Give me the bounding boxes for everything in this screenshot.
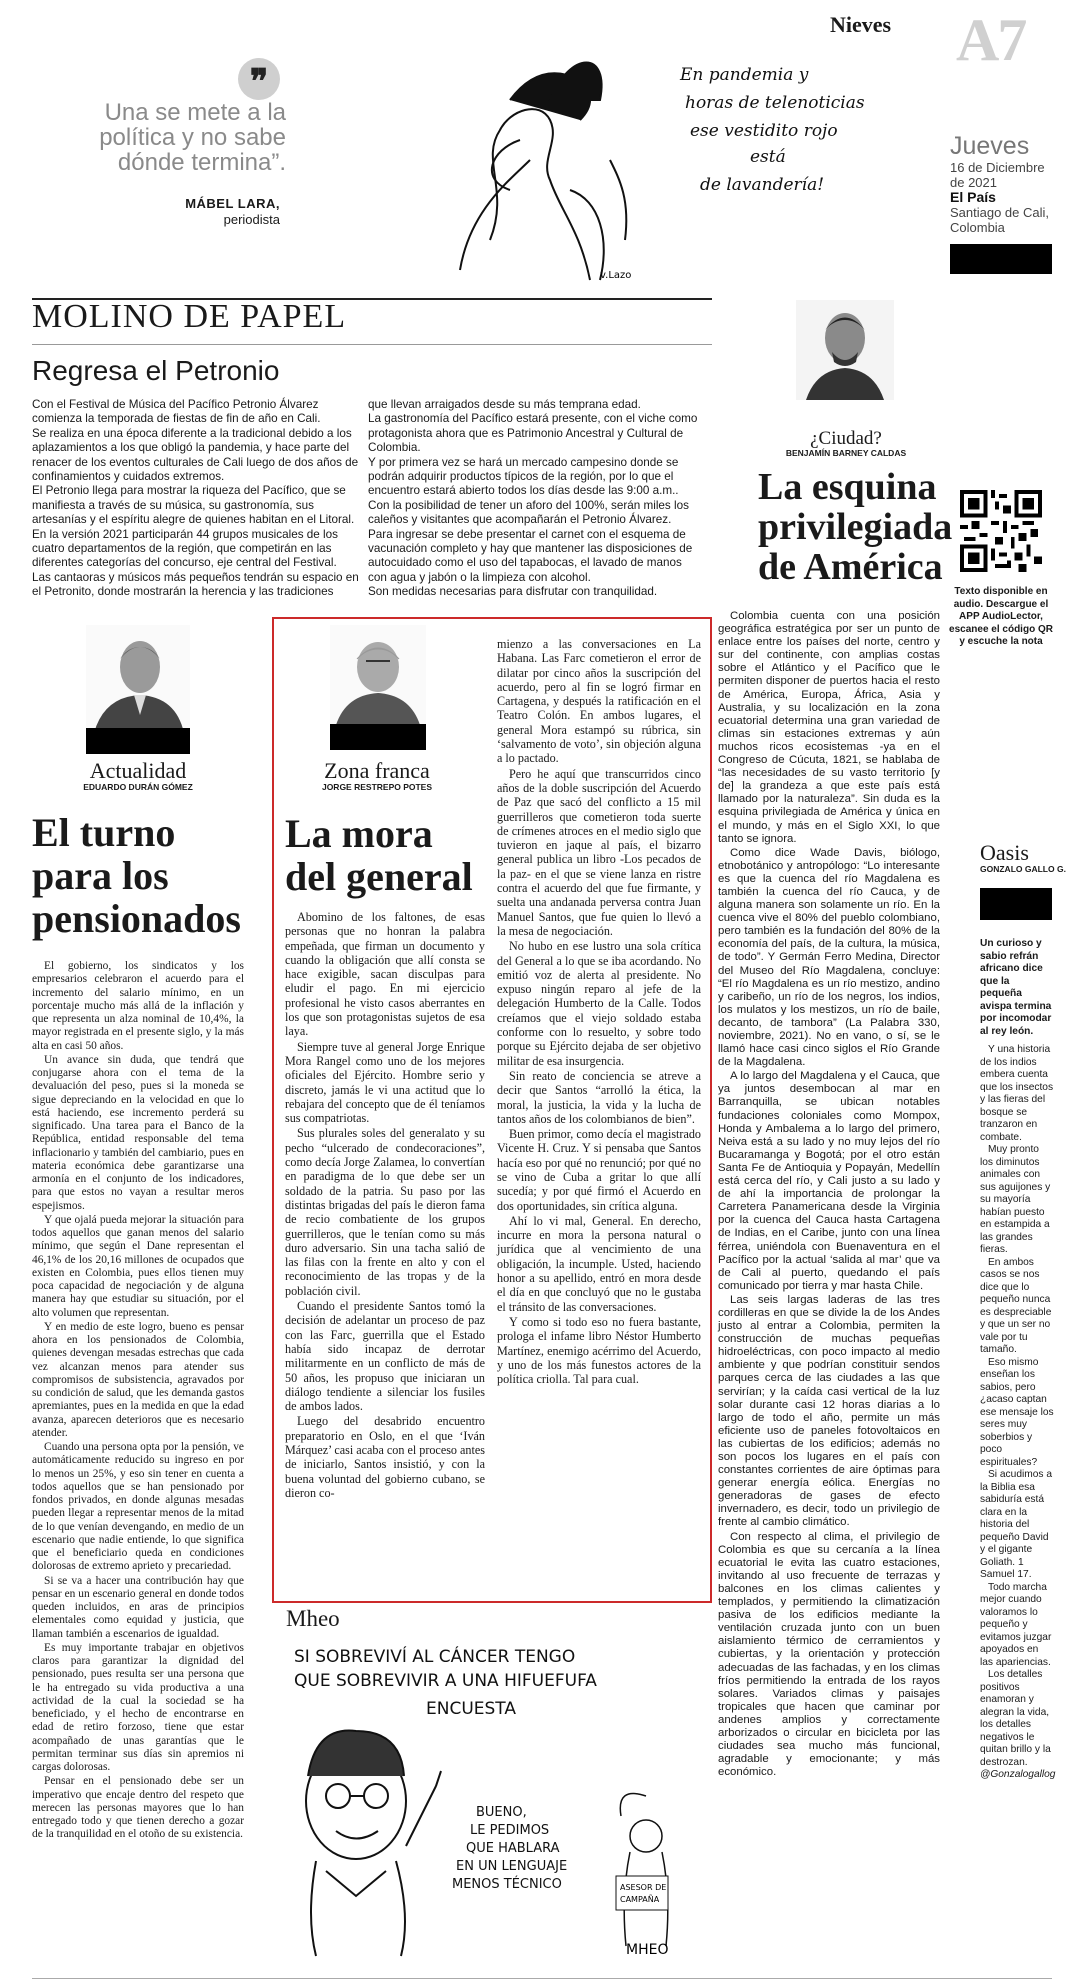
date-block	[950, 160, 1049, 235]
cartoon-caption	[679, 65, 865, 195]
paragraph: Y en medio de este logro, bueno es pensar ahora en los pensionados de Colombia, quienes devengan mesadas estrechas que cada vez alcanzan menos para atender sus compromisos de subsistencia, agravados por su condición de salud, que les demanda gastos apremiantes, pues en la medida en que la edad avanza, aparecen deterioros que es necesario atender.	[32, 1320, 244, 1439]
author-photo-placeholder	[980, 888, 1052, 920]
paragraph: Si acudimos a la Biblia esa sabiduría está clara en la historia del pequeño David y el gigante Goliath. 1 Samuel 17.	[980, 1469, 1052, 1580]
photo-caption-box	[86, 728, 190, 754]
qr-caption: Texto disponible en audio. Descargue el APP AudioLector, escanee el código QR y escuche la nota	[949, 586, 1053, 647]
column-author-ciudad: BENJAMÍN BARNEY CALDAS	[785, 448, 907, 458]
cartoon-speech-1	[294, 1645, 597, 1719]
quote-marks-icon: ❞	[238, 58, 280, 100]
paragraph: Un avance sin duda, que tendrá que conjugarse ahora con el tema de la devaluación del peso, pues si la moneda se sigue depreciando en la velocidad en que lo está haciendo, ese incremento perderá su significado. Una tarea para el Banco de la República, entidad responsable del tema inflacionario y también del cambiario, pues en materia económica debe garantizarse una armonía en el conjunto de los indicadores, para que estos no vayan a resultar meros espejismos.	[32, 1053, 244, 1212]
paragraph: Siempre tuve al general Jorge Enrique Mora Rangel como uno de los mejores oficiales del Ejército. Hombre serio y discreto, jamás le vi una actitud que lo rebajara del concepto que de él teníamos sus compatriotas.	[285, 1039, 485, 1126]
svg-text:está: está	[750, 147, 786, 167]
paragraph: Eso mismo enseñan los sabios, pero ¿acaso captan ese mensaje los seres muy soberbios y poco espirituales?	[980, 1356, 1054, 1468]
column-label-oasis: Oasis	[980, 840, 1029, 865]
section-name: Nieves	[830, 12, 892, 37]
editorial-cartoon-mheo	[286, 1636, 706, 1962]
advisor-sign-line-2: CAMPAÑA	[620, 1895, 660, 1904]
paragraph: El gobierno, los sindicatos y los empresarios celebraron el acuerdo para el incremento del salario mínimo, en un porcentaje mucho más allá de la inflación y que representa un alza nominal de 10,4%, la mayor registrada en el presente siglo, y la más alta en casi 50 años.	[32, 960, 244, 1052]
paragraph: mienzo a las conversaciones en La Habana. Las Farc cometieron el error de dilatar por cinco años la suscripción del acuerdo, pero al fin se logró firmar en Cartagena, y después la ratificación en el Teatro Colón. En ambos lugares, el general Mora estampó su rúbrica, sin ‘salvamento de voto’, sin objeción alguna a lo pactado.	[497, 637, 701, 766]
molino-column-2: que llevan arraigados desde su más temprana edad. La gastronomía del Pacífico estará presente, con el viche como protagonista ahora que es Patrimonio Ancestral y Cultural de Colombia. Y por primera vez se hará un mercado campesino donde se podrán adquirir productos típicos de la región, por lo que el encuentro estará abierto todos los días desde las 9:00 a.m.. Con la posibilidad de tener un aforo del 100%, serán miles los caleños y visitantes que acompañarán el Petronio Álvarez. Para ingresar se debe presentar el carnet con el esquema de vacunación completo y hay que mantener las disposiciones de autocuidado como el uso del tapabocas, el lavado de manos con agua y jabón o la limpieza con alcohol. Son medidas necesarias para disfrutar con tranquilidad.	[368, 398, 698, 599]
headline-line: del general	[285, 854, 473, 899]
cartoon-title-mheo: Mheo	[286, 1606, 340, 1631]
column-author-zona-franca: JORGE RESTREPO POTES	[321, 782, 433, 792]
svg-text:EN UN LENGUAJE: EN UN LENGUAJE	[456, 1859, 568, 1874]
paragraph: Pensar en el pensionado debe ser un imperativo que encaje dentro del respeto que merecen las personas mayores que lo han entregado todo y que tienen derecho a gozar de la tranquilidad en el otoño de su existencia.	[32, 1775, 244, 1841]
paragraph: Muy pronto los diminutos animales con sus aguijones y su mayoría habían puesto en estampida a las grandes fieras.	[980, 1144, 1051, 1255]
headline-line: El turno	[32, 810, 176, 855]
paragraph: Sus plurales soles del generalato y su pecho “ulcerado de condecoraciones”, como decía Jorge Zalamea, lo convertían en paradigma de lo que debe ser un soldado de la patria. Su paso por las distintas brigadas del país le dieron fama de recio combatiente de los grupos guerrilleros, que le tenían como su más duro adversario. Sin una tacha salió de las filas con la frente en alto y con el reconocimiento de las tropas y de la población civil.	[285, 1126, 485, 1298]
article-mora-column-1	[285, 910, 485, 1500]
molino-column-1: Con el Festival de Música del Pacífico Petronio Álvarez comienza la temporada de fiestas de fin de año en Cali. Se realiza en una época diferente a la tradicional debido a los aplazamientos a los que obligó la pandemia, y hace parte del renacer de los eventos culturales de Cali luego de dos años de confinamientos y cuidados extremos. El Petronio llega para mostrar la riqueza del Pacífico, que se manifiesta a través de su música, su gastronomía, sus artesanías y el espíritu alegre de quienes habitan en el Litoral. En la versión 2021 participarán 44 grupos musicales de los cuatro departamentos de la región, que competirán en las diferentes categorías del concurso, eje central del Festival. Las cantaoras y músicos más pequeños tendrán su espacio en el Petronito, donde mostrarán la herencia y las tradiciones	[32, 398, 359, 599]
molino-subtitle: Regresa el Petronio	[32, 355, 280, 386]
column-author-actualidad: EDUARDO DURÁN GÓMEZ	[83, 782, 193, 792]
paragraph: Las seis largas laderas de las tres cordilleras en que se divide la de los Andes justo al entrar a Colombia, permiten la construcción de muchas pequeñas hidroeléctricas, con poco impacto al medio ambiente y que podrían constituir sendos parques cerca de las ciudades a las que servirían; y la caída casi vertical de la luz solar durante casi 12 horas diarias a lo largo de todo el año, permite un más eficiente uso de paneles fotovoltaicos en las cubiertas de los edificios; además no son pocos los lugares en el país con constantes corrientes de aire óptimas para generar energía eólica. Energías no generadoras de gases de efecto invernadero, es decir, todo un privilegio de frente al cambio climático.	[718, 1293, 940, 1529]
paragraph: Luego del desabrido encuentro preparatorio en Oslo, en el que ‘Iván Márquez’ casi acaba con el proceso antes de iniciarlo, Santos insistió, y con la buena voluntad del gobierno cubano, se dieron co-	[285, 1414, 485, 1500]
paragraph: Ahí lo vi mal, General. En derecho, incurre en mora la persona natural o jurídica que al vencimiento de una obligación, la incumple. Usted, haciendo honor a su apellido, entró en mora desde el día en que concluyó que no le gustaba el tránsito de las conversaciones.	[497, 1213, 701, 1314]
column-label-ciudad: ¿Ciudad?	[810, 428, 882, 449]
paragraph: Con respecto al clima, el privilegio de Colombia es que su cercanía a la línea ecuatorial le evita las cuatro estaciones, invitando al uso frecuente de terrazas y balcones en los climas calientes y templados, y permitiendo la climatización pasiva de los edificios mediante la ventilación cruzada junto con un buen aislamiento térmico de cerramientos y cubiertas, y la orientación y protección adecuadas de las fachadas, y en los climas fríos permitiendo la entrada de los rayos solares. Variados climas y paisajes tropicales que hacen que caminar por andenes amplios y correctamente arborizados o circular en bicicleta por las ciudades sea mucho más funcional, agradable y emocionante; y más económico.	[718, 1530, 940, 1779]
paragraph: Y una historia de los indios embera cuenta que los insectos y las fieras del bosque se tranzaron en combate.	[980, 1044, 1054, 1143]
article-pensionados-body	[32, 960, 244, 1842]
paragraph: Abomino de los faltones, de esas personas que no honran la palabra empeñada, que firman un documento y cuando la obligación que allí consta se hace exigible, sacan disculpas para eludir el pago. En mi ejercicio profesional he visto casos aberrantes en los que son protagonistas sujetos de esa laya.	[285, 910, 485, 1039]
headline-line: pensionados	[32, 896, 241, 941]
svg-text:de lavandería!: de lavandería!	[700, 175, 825, 195]
qr-code-icon[interactable]	[960, 490, 1042, 572]
paragraph: Y que ojalá pueda mejorar la situación para todos aquellos que ganan menos del salario mínimo, que según el Dane representan el 46,1% de los 20,16 millones de ocupados que existen en Colombia, pues ellos tienen muy poca capacidad de negociación y de alguna manera hay que estudiar su situación, por el alto volumen que representan.	[32, 1213, 244, 1319]
headline-line: de América	[758, 546, 943, 588]
paragraph: Y como si todo eso no fuera bastante, prologa el infame libro Néstor Humberto Martínez, enemigo acérrimo del Acuerdo, y uno de los más funestos actores de la política criolla. Tal para cual.	[497, 1314, 701, 1387]
svg-text:MENOS TÉCNICO: MENOS TÉCNICO	[452, 1877, 562, 1892]
cartoon-figure-woman	[460, 63, 626, 281]
column-author-oasis: GONZALO GALLO G.	[980, 864, 1066, 874]
advisor-sign-line-1: ASESOR DE	[620, 1883, 667, 1892]
pull-quote: Una se mete a la política y no sabe dónde termina”.	[99, 99, 286, 176]
date-line-1: 16 de Diciembre	[950, 160, 1045, 175]
paragraph: Colombia cuenta con una posición geográfica estratégica por ser un punto de enlace entre los países del norte, centro y sur del continente, con amplias costas sobre el Atlántico y el Pacífico que le permiten disponer de puertos hacia el resto de América, Europa, África, Asia y Australia, y su localización en la zona ecuatorial determina una gran variedad de climas sin estaciones extremas y aún muchos ricos ecosistemas -ya en el Congreso de Cúcuta, 1821, se hablaba de “las necesidades de su vasto territorio [y de] la grandeza a que este país está llamado por la naturaleza”. Sin duda es la esquina privilegiada de América y única en el mundo, y más en el Siglo XXI, lo que tanto se ignora.	[718, 610, 940, 845]
svg-text:LE PEDIMOS: LE PEDIMOS	[470, 1823, 550, 1838]
paragraph: Como dice Wade Davis, biólogo, etnobotánico y antropólogo: “Lo interesante es que la cuenca del río Magdalena es también la cuenca del río Cauca, y de alguna manera son solamente un río. En la cuenca vive el 80% del pueblo colombiano, pero también es la fundación del 80% de la economía del país, de la cultura, la música, de todo”. Y Germán Ferro Medina, Director del Museo del Río Magdalena, concluye: “El río Magdalena es un río mestizo, andino y caribeño, un río de los negros, los indios, los mulatos y los mestizos, un río de baile, decanto, de tambora” (La Palabra 330, noviembre, 2021). No en vano, o sí, se le llamó hace casi cinco siglos el Río Grande de la Magdalena.	[718, 846, 940, 1069]
photo-caption-box	[330, 724, 426, 750]
headline-pensionados	[32, 811, 241, 940]
article-esquina-body	[718, 610, 940, 1779]
publication-name: El País	[950, 189, 996, 205]
column-label-zona-franca: Zona franca	[324, 758, 430, 783]
advisor-sign-box	[616, 1876, 668, 1910]
date-day: Jueves	[950, 132, 1030, 160]
paragraph: No hubo en ese lustro una sola crítica del General a lo que se iba acordando. No emitió voz de alerta al presidente. No expuso ningún reparo al jefe de la delegación Humberto de la Calle. Todos creíamos que el viejo soldado estaba conforme con lo resuelto, y sobre todo porque su Ejército dejaba de ser objetivo militar de esa insurgencia.	[497, 939, 701, 1068]
author-photo-restrepo	[330, 625, 426, 725]
editorial-cartoon-top	[450, 40, 950, 290]
cartoon-figure-candidate	[306, 1731, 441, 1956]
paragraph: A lo largo del Magdalena y el Cauca, que ya juntos desembocan al mar en Barranquilla, se ubican notables fundaciones coloniales como Mompox, Honda y Ambalema a lo largo del primero, Neiva está a su lado y no muy lejos del río Bucaramanga y Bogotá; por el otro están Santa Fe de Antioquia y Popayán, Medellín está cerca del río, y Cali justo a su lado y de ahí la importancia de prolongar la Carretera Panamericana desde la Virginia por la cuenca del Cauca hasta Cartagena de Indias, en el Caribe, junto con una línea férrea, uniéndola con Buenaventura en el Pacífico por la actual ‘salida al mar’ que va de Cali al puerto, quedando el país comunicado por tierra y mar hasta Chile.	[718, 1070, 940, 1292]
svg-text:horas de telenoticias: horas de telenoticias	[685, 93, 865, 113]
paragraph: Buen primor, como decía el magistrado Vicente H. Cruz. Y si pensaba que Santos hacía eso por qué no renunció; por qué no se vino de Cuba a gritar lo que allí sucedía; y por qué firmó el Acuerdo en dos oportunidades, sin crítica alguna.	[497, 1127, 701, 1213]
article-mora-column-2	[497, 637, 701, 1386]
svg-text:QUE SOBREVIVIR A UNA HIFUEFUFA: QUE SOBREVIVIR A UNA HIFUEFUFA	[294, 1671, 597, 1691]
svg-text:QUE HABLARA: QUE HABLARA	[466, 1841, 560, 1856]
headline-line: privilegiada	[758, 506, 953, 548]
cartoon-signature-mheo: MHEO	[626, 1942, 669, 1958]
oasis-handle[interactable]: @Gonzalogallog	[980, 1769, 1056, 1780]
paragraph: Pero he aquí que transcurridos cinco años de la doble suscripción del Acuerdo de Paz que sacó del conflicto a 15 mil guerrilleros que cometieron toda suerte de crímenes atroces en el medio siglo que tuvieron en jaque al país, el bizarro general publica un libro -Los pecados de la paz- en el que se viene lanza en ristre contra el acuerdo del que fue firmante, y suelta una andanada perversa contra Juan Manuel Santos, que fue quien lo llevó a la mesa de negociación.	[497, 766, 701, 938]
quote-author: MÁBEL LARA,	[185, 196, 280, 211]
place-line-2: Colombia	[950, 220, 1005, 235]
cartoon-speech-2	[452, 1805, 567, 1892]
cartoon-signature: v.Lazo	[600, 270, 632, 281]
oasis-body	[980, 938, 1054, 1782]
paragraph: Cuando una persona opta por la pensión, ve automáticamente reducido su ingreso en por lo menos un 25%, y eso sin tener en cuenta a todos aquellos que se han pensionado por fondos privados, en donde algunas mesadas pueden llegar a representar menos de la mitad de lo que venían devengando, en medio de un escenario que nadie entiende, lo que significa que el beneficiario queda en condiciones dolorosas de extremo aprieto y precariedad.	[32, 1441, 244, 1573]
author-photo-barney	[796, 300, 894, 400]
headline-line: La esquina	[758, 466, 937, 508]
headline-mora-general	[285, 812, 473, 898]
ad-placeholder-box	[950, 244, 1052, 274]
place-line-1: Santiago de Cali,	[950, 205, 1050, 220]
molino-rule	[32, 344, 712, 345]
paragraph: Todo marcha mejor cuando valoramos lo pequeño y evitamos juzgar apoyados en las apariencias.	[980, 1581, 1052, 1668]
paragraph: Es muy importante trabajar en objetivos claros para garantizar la dignidad del pensionado, pues resulta ser una persona que le ha entregado su vida productiva a una actividad de la cual la sociedad se ha beneficiado, y el hecho de encontrarse en edad de retiro forzoso, tiene que estar acompañado de unas garantías que le permitan terminar sus días sin apremios ni cargas dolorosas.	[32, 1641, 244, 1773]
paragraph: En ambos casos se nos dice que lo pequeño nunca es despreciable y que un ser no vale por tu tamaño.	[980, 1256, 1052, 1355]
paragraph: Si se va a hacer una contribución hay que pensar en un escenario general en donde todos queden incluidos, en aras de principios elementales como equidad y justicia, que llaman también a escenarios de igualdad.	[32, 1574, 244, 1640]
oasis-lead: Un curioso y sabio refrán africano dice que la pequeña avispa termina por incomodar al rey león.	[980, 938, 1052, 1037]
svg-text:SI SOBREVIVÍ AL CÁNCER TENGO: SI SOBREVIVÍ AL CÁNCER TENGO	[294, 1647, 576, 1667]
headline-line: para los	[32, 853, 169, 898]
author-photo-duran	[86, 625, 190, 733]
paragraph: Los detalles positivos enamoran y alegran la vida, los detalles negativos le quitan brillo y la destrozan.	[980, 1669, 1051, 1768]
column-label-actualidad: Actualidad	[89, 758, 187, 783]
svg-text:BUENO,: BUENO,	[476, 1805, 527, 1820]
headline-line: La mora	[285, 811, 433, 856]
paragraph: Sin reato de conciencia se atreve a decir que Santos “arrolló la ética, la moral, la justicia, la vida y la lucha de tantos años de los colombianos de bien”.	[497, 1068, 701, 1126]
svg-text:ese vestidito rojo: ese vestidito rojo	[690, 121, 838, 141]
svg-text:En pandemia y: En pandemia y	[680, 65, 809, 85]
page-bottom-rule	[32, 1978, 1052, 1979]
paragraph: Cuando el presidente Santos tomó la decisión de adelantar un proceso de paz con las Farc, guerrilla que el Estado había sido incapaz de derrotar militarmente en un conflicto de más de 50 años, les propuso que iniciaran un diálogo tendiente a silenciar los fusiles de ambos lados.	[285, 1299, 485, 1414]
molino-title: MOLINO DE PAPEL	[32, 298, 347, 335]
quote-author-role: periodista	[223, 212, 280, 227]
svg-text:ENCUESTA: ENCUESTA	[426, 1699, 516, 1719]
date-line-2: de 2021	[950, 175, 997, 190]
headline-esquina	[758, 467, 952, 587]
cartoon-figure-advisor	[620, 1794, 668, 1947]
page-number: A7	[956, 7, 1026, 73]
